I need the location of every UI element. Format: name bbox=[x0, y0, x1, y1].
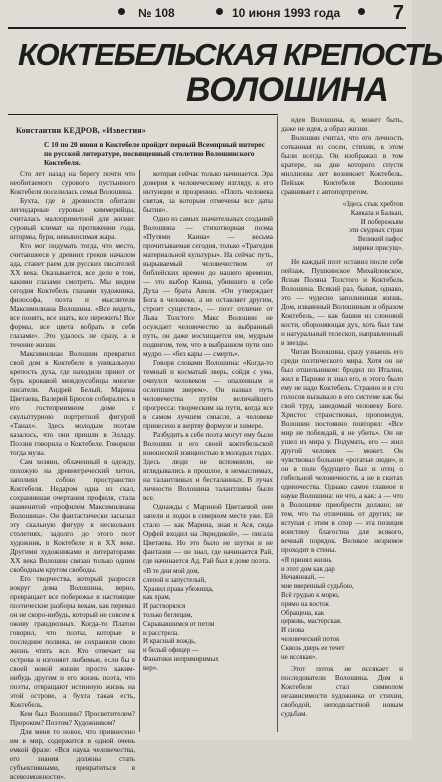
verse-line: И растворялся bbox=[143, 603, 186, 611]
headline-rule bbox=[8, 114, 278, 115]
paragraph: Его творчества, который разросся вокруг дома Волошина, верно, превращает все побережье в настоящие поэтические разборы векам, как перевал он не скоро-нибудь, который не совсем к оживу грандиозных. Когда-то Платон говорил, что поэты, которые в последние полвека, не сохраняли свою жизнь чтить все. Кто отвечает на острова и изгоняет любимые, если бы в своей новой жизни просто каким-нибудь другим и его жизнь поэта, что поэты, отвращают истинную жизнь на этой острове, а бухта такая есть, Коктебель. bbox=[10, 575, 135, 709]
header-bullet bbox=[118, 8, 125, 15]
paragraph: Читая Волошина, сразу узнаешь его среди поэтического мира. Хотя он не был отшельником: бродил по Италии, жил в Париже и знал его, и этого было ему не надо Коктебель. Странно и в сто голосов вызывало в его системе как бы свой труд, заведомый человеку Боге. Христос странствовал, проповедуя, Волошин постоянно повторял: «Все мир не побеждай, я не убить». Он не ушел из мира у. Подумать, его — жил другой человек — может. Он чувствовал большие «рогатые люди», и он в поле будущего был и отец о гибельной человечности, а не в скитах одиночества. Однако самое главное в науке Волошина: не что, а как: а — что в Волошине приобрести должно; не тем, что ты отличишь от других; не вступая с этим в спор — эта позиция воистину благостна для всякого, вечный порядок. Великое незримое проходит в стены. bbox=[281, 347, 403, 554]
article-column-2 bbox=[143, 170, 273, 732]
paragraph: Кто мог подумать тогда, что место, считавшееся у древних греков началом ада, станет раем для русских писателей XX века. Оказывается, все дело в том, какими глазами смотреть. Мы видим сегодня Коктебель глазами художника, философа, поэта и мыслителя Максимилиана Волошина. «Все видеть, все понять, все знать, все пережить! Все формы, все цвета вобрать в себя глазами». Это удалось не сразу, а в течение жизни. bbox=[10, 242, 135, 349]
paragraph: Сто лет назад на берегу почти что необитаемого сурового пустынного Коктебеля поселилась семья Волошина. bbox=[10, 170, 135, 196]
paragraph: Для меня то новое, что привнесено им в мир, содержится в одной очень емкой фразе: «Вся наука человечества, его знания должны стать субъективными, превратиться в всевозможности». bbox=[10, 728, 135, 781]
verse-line: церковь, мастерская. bbox=[281, 618, 342, 626]
verse-line: и этот дом как дар bbox=[281, 565, 335, 573]
paragraph: Кем был Волошин? Просветителем? Пророком? Поэтом? Художником? bbox=[10, 710, 135, 727]
verse-line: только беглецам, bbox=[143, 611, 193, 619]
verse-line: прямо на восток bbox=[281, 600, 329, 608]
article-column-3 bbox=[281, 116, 403, 732]
verse-line: И красный вождь, bbox=[143, 638, 196, 646]
verse-line: лирики присущ». bbox=[352, 244, 403, 252]
verse-line: Сквозь дверь ее течет bbox=[281, 644, 345, 652]
epigraph-poem bbox=[281, 201, 403, 254]
poem-quote-1 bbox=[143, 568, 273, 674]
byline: Константин КЕДРОВ, «Известия» bbox=[16, 126, 147, 135]
verse-line: И побережьям bbox=[360, 218, 403, 226]
issue-date: 10 июня 1993 года bbox=[232, 6, 341, 20]
verse-line: человеческий поток bbox=[281, 635, 340, 643]
paragraph: Этот поток не иссякает и последователи Волошина. Дом в Коктебеле стал символом независимости художника от стихии, свободой, неподвластной новым судьбам. bbox=[281, 665, 403, 719]
verse-line: Обращена, как bbox=[281, 609, 325, 617]
paragraph: Максимилиан Волошин превратил свой дом в Коктебеле в уникальную крепость духа, где находили приют от бурь кровавой междоусобицы многие писатели. Андрей Белый, Марина Цветаева, Валерий Брюсов собирались в его гостеприимном доме с скульптурною портретной фигурой «Таиах». Здесь молодым поэтам казалось, что они пришли в Элладу. Поэзия говорила о Коктебеле. Говорили тогда музы. bbox=[10, 350, 135, 457]
paragraph: Бухта, где в древности обитали легендарные суровые киммерийцы, считалась малоприметной для жизни: суровый климат на протяжении года, штормы, бури, невыносимая жара. bbox=[10, 197, 135, 241]
paragraph: которая сейчас только начинается. Эра доверия к человеческому взгляду, к его интуиции и прозрению. «Плоть человека святая, за которым отмечены все даты бытия». bbox=[143, 170, 273, 214]
poem-quote-2 bbox=[281, 557, 403, 663]
article-column-1 bbox=[10, 170, 135, 781]
verse-line: не иссякая». bbox=[281, 653, 318, 661]
verse-line: мне вверенный судьбою, bbox=[281, 583, 354, 591]
verse-line: «В те дни мой дом, bbox=[143, 568, 200, 575]
paragraph: Разбудить в себе поэта могут ему были Волошин и его своей коктебельской юношеской изящностью в молодых годах. Здесь люди не вспомнили, не вглядывались в прошлое, в немыслимых, на талантливых и бесталанных. В лучах личности Волошина талантливы были все. bbox=[143, 431, 273, 502]
verse-line: слепой и запустелый, bbox=[143, 576, 206, 584]
verse-line: «Я принял жизнь bbox=[281, 556, 332, 564]
paragraph: Однажды с Мариной Цветаевой они запели и лодки в северном месте уже. Ей стало — как Марина, зная и Ася, сюда Орфей входил на Эвридикой», — писала Цветаева. Но это было не шутки и не фантазия — он знал, где начинается Рай, где начинается Ад. Рай был в доме поэта. bbox=[143, 503, 273, 565]
paragraph: Говоря словами Волошина: «Когда-то темный и косматый зверь, сойдя с ума, очнулся человеком — опаленным и ослепшим зверем». Он назвал путь человечества путём величайшего прогресса: творческим на пути, когда все в самом лучшем смысле, а человеке принесено в жертву формуле и химере. bbox=[143, 359, 273, 430]
issue-number: № 108 bbox=[138, 6, 175, 20]
verse-line: вер». bbox=[143, 664, 158, 672]
verse-line: «Здесь стык хребтов bbox=[342, 201, 403, 208]
verse-line: эти скудных стран bbox=[348, 227, 403, 235]
page-number: 7 bbox=[392, 2, 404, 24]
page-header bbox=[10, 2, 406, 24]
verse-line: Нечаянный, — bbox=[281, 574, 325, 582]
column-divider bbox=[277, 116, 278, 732]
verse-line: Кавказа и Балкан, bbox=[350, 209, 403, 217]
verse-line: И снова bbox=[281, 627, 305, 635]
verse-line: Фанатики непримиримых bbox=[143, 655, 219, 663]
headline-line1: КОКТЕБЕЛЬСКАЯ КРЕПОСТЬ bbox=[18, 37, 442, 72]
lead-paragraph: С 10 по 20 июня в Коктебеле пройдет первый Всемирный интерес по русской литературе, посвященный столетию Волошинского Коктебеля. bbox=[44, 140, 265, 167]
verse-line: Хранил права убежища, bbox=[143, 585, 214, 593]
paragraph: Сам хозяин, облаченный в одежду, похожую на древнегреческий хитон, заполнял собою пространство Коктебеля. Недаром одна из скал, сохранившая очертания профиля, стала знаменитой «профилем Максимилиана Волошина». Он фантастически засылал эту скальную фигуру в нескольких столетиях, задолго до этого поэт художник, в Коктебеле и в XX веке. Другими художниками и литераторами XX века Волошин связан только одним свободным кругом свободы. bbox=[10, 458, 135, 574]
verse-line: и белый офицер — bbox=[143, 647, 199, 655]
verse-line: Великий пафос bbox=[357, 236, 403, 244]
verse-line: Скрывавшимся от петли bbox=[143, 620, 215, 628]
verse-line: Всё грудью к морю, bbox=[281, 591, 340, 599]
paragraph: Волошин считал, что его личность сотканная из сосен, стихии, в этом были всегда. Он изображал в том кратере, на дне которого спустя миллионы лет возникнет Коктебель. Пейзаж Коктебеля Волошин сравнивает с автопортретом. bbox=[281, 134, 403, 196]
verse-line: как храм, bbox=[143, 594, 171, 602]
paragraph: Не каждый поэт оставил после себя пейзаж. Пушкинское Михайловское, Ясная Поляна Толстого и Коктебель Волошина. Всякий раз, бывая, однако, это — чудесно заполненная жизнь. Дом, изваянный Волошиным и образом Коктебель, — как башня из слоновой кости, обороняющая дух, хоть был там и натуральный телескоп, направленный в звезды. bbox=[281, 257, 403, 347]
paragraph: Одно из самых значительных созданий Волошина — стихотворная поэма «Путями Каина» — весьма прочитываемая сегодня, только «Трагедия материальной культуры». На сейчас путь, вырываемый человечеством от библейских времен до нашего времени, — это выбор Каина, убившего в себе Духа — брата Авеля. «Он утверждает Бога в человеке, а не оставляет другим, строит существо», — поэт отличие от Льва Толстого Макс Волошин не осуждает человечество за выбранный путь, он даже восхищается им, мудрым подвигом, тем, что в выбранном пути оно мудро — «без кары — смерть». bbox=[143, 215, 273, 358]
header-bullet bbox=[358, 8, 365, 15]
headline-line2: ВОЛОШИНА bbox=[186, 71, 389, 109]
paragraph: идея Волошина, и, может быть, даже не идея, а образ жизни. bbox=[281, 116, 403, 133]
header-rule bbox=[8, 27, 406, 29]
column-divider bbox=[139, 170, 140, 732]
verse-line: и расстрела. bbox=[143, 629, 179, 637]
header-bullet bbox=[216, 8, 223, 15]
